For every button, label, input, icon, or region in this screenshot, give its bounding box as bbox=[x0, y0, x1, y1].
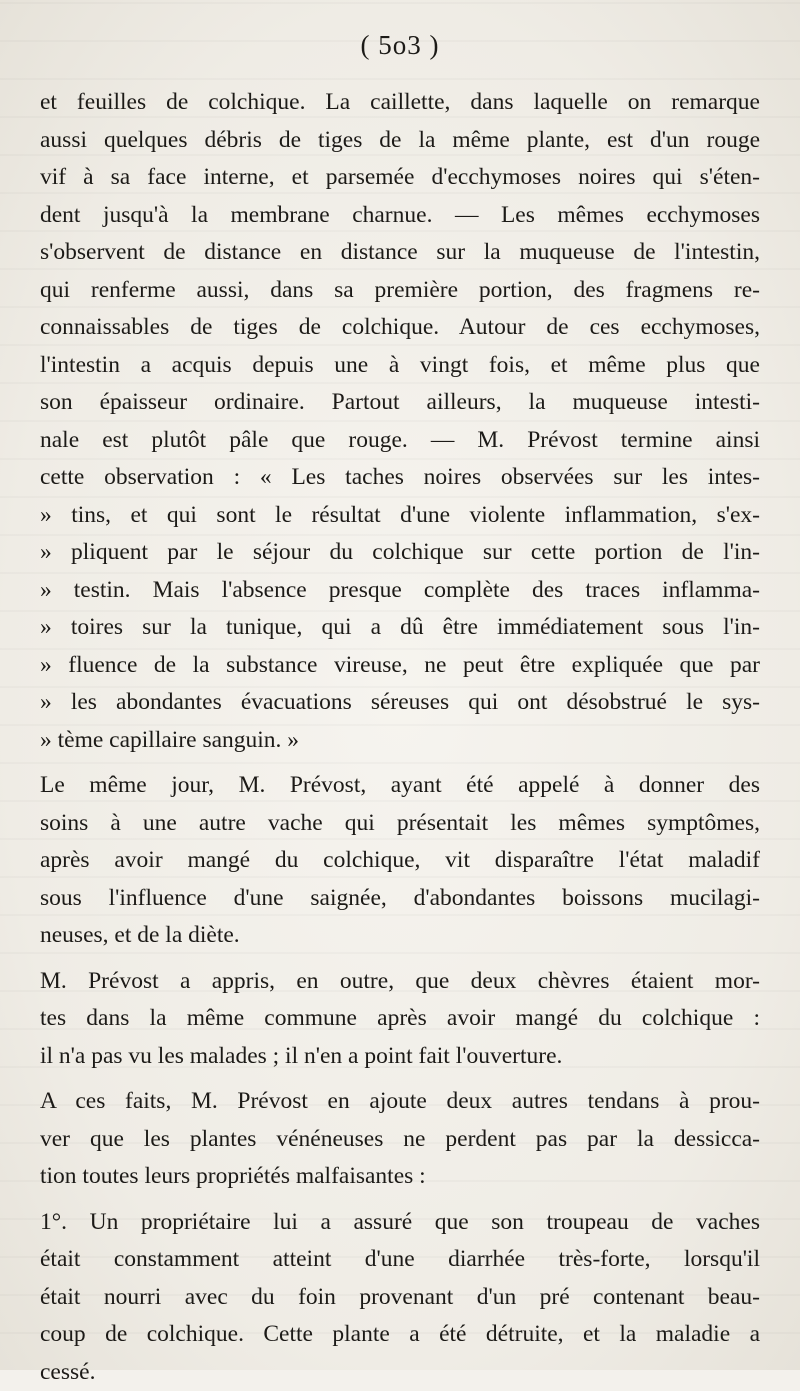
text-line: était nourri avec du foin provenant d'un pré contenant beau- bbox=[40, 1279, 760, 1317]
text-line: vif à sa face interne, et parsemée d'ecchymoses noires qui s'éten- bbox=[40, 159, 760, 197]
text-line: dent jusqu'à la membrane charnue. — Les mêmes ecchymoses bbox=[40, 197, 760, 235]
page-number: ( 5o3 ) bbox=[0, 30, 800, 61]
text-line: » pliquent par le séjour du colchique sur cette portion de l'in- bbox=[40, 534, 760, 572]
text-line: nale est plutôt pâle que rouge. — M. Prévost termine ainsi bbox=[40, 422, 760, 460]
paragraph-gap bbox=[40, 759, 760, 767]
text-line: et feuilles de colchique. La caillette, dans laquelle on remarque bbox=[40, 84, 760, 122]
text-line: aussi quelques débris de tiges de la même plante, est d'un rouge bbox=[40, 122, 760, 160]
body-text bbox=[40, 84, 760, 1391]
text-line: s'observent de distance en distance sur la muqueuse de l'intestin, bbox=[40, 234, 760, 272]
paragraph-gap bbox=[40, 955, 760, 963]
text-line: » fluence de la substance vireuse, ne peut être expliquée que par bbox=[40, 647, 760, 685]
text-line: il n'a pas vu les malades ; il n'en a point fait l'ouverture. bbox=[40, 1038, 760, 1076]
text-line: A ces faits, M. Prévost en ajoute deux autres tendans à prou- bbox=[40, 1083, 760, 1121]
text-line: cessé. bbox=[40, 1354, 760, 1391]
text-line: » toires sur la tunique, qui a dû être immédiatement sous l'in- bbox=[40, 609, 760, 647]
text-line: soins à une autre vache qui présentait les mêmes symptômes, bbox=[40, 805, 760, 843]
paragraph-gap bbox=[40, 1075, 760, 1083]
text-line: » tème capillaire sanguin. » bbox=[40, 722, 760, 760]
paragraph-gap bbox=[40, 1196, 760, 1204]
text-line: » tins, et qui sont le résultat d'une violente inflammation, s'ex- bbox=[40, 497, 760, 535]
text-line: coup de colchique. Cette plante a été détruite, et la maladie a bbox=[40, 1316, 760, 1354]
text-line: M. Prévost a appris, en outre, que deux chèvres étaient mor- bbox=[40, 963, 760, 1001]
text-line: » les abondantes évacuations séreuses qui ont désobstrué le sys- bbox=[40, 684, 760, 722]
text-line: cette observation : « Les taches noires observées sur les intes- bbox=[40, 459, 760, 497]
text-line: ver que les plantes vénéneuses ne perdent pas par la dessicca- bbox=[40, 1121, 760, 1159]
text-line: » testin. Mais l'absence presque complète des traces inflamma- bbox=[40, 572, 760, 610]
text-line: connaissables de tiges de colchique. Autour de ces ecchymoses, bbox=[40, 309, 760, 347]
text-line: après avoir mangé du colchique, vit disparaître l'état maladif bbox=[40, 842, 760, 880]
text-line: tion toutes leurs propriétés malfaisantes : bbox=[40, 1158, 760, 1196]
text-line: l'intestin a acquis depuis une à vingt fois, et même plus que bbox=[40, 347, 760, 385]
text-line: sous l'influence d'une saignée, d'abondantes boissons mucilagi- bbox=[40, 880, 760, 918]
text-line: qui renferme aussi, dans sa première portion, des fragmens re- bbox=[40, 272, 760, 310]
text-line: neuses, et de la diète. bbox=[40, 917, 760, 955]
text-line: Le même jour, M. Prévost, ayant été appelé à donner des bbox=[40, 767, 760, 805]
text-line: était constamment atteint d'une diarrhée très-forte, lorsqu'il bbox=[40, 1241, 760, 1279]
text-line: 1°. Un propriétaire lui a assuré que son troupeau de vaches bbox=[40, 1204, 760, 1242]
text-line: son épaisseur ordinaire. Partout ailleurs, la muqueuse intesti- bbox=[40, 384, 760, 422]
text-line: tes dans la même commune après avoir mangé du colchique : bbox=[40, 1000, 760, 1038]
